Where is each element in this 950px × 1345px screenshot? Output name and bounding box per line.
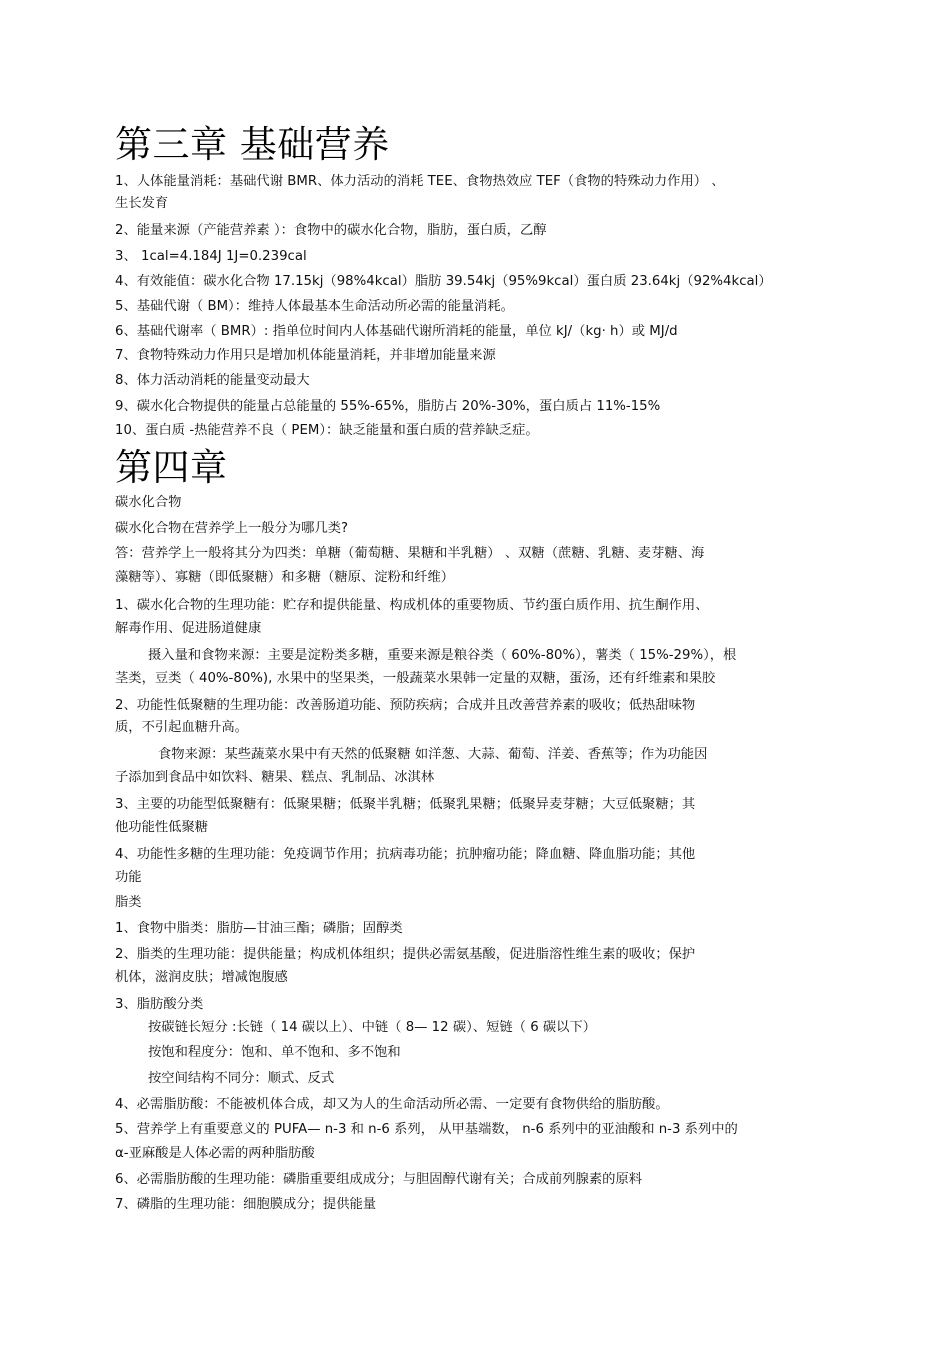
ch4-line-7: 摄入量和食物来源：主要是淀粉类多糖，重要来源是粮谷类（ 60%-80%），薯类（ 15%-29%），根 <box>148 648 737 663</box>
ch4-line-25: 4、必需脂肪酸：不能被机体合成，却又为人的生命活动所必需、一定要有食物供给的脂肪酸。 <box>115 1097 669 1112</box>
ch3-line-6: 5、基础代谢（ BM）：维持人体最基本生命活动所必需的能量消耗。 <box>115 299 514 314</box>
ch4-line-3: 答：营养学上一般将其分为四类：单糖（葡萄糖、果糖和半乳糖） 、双糖（蔗糖、乳糖、麦芽糖、海 <box>115 546 705 561</box>
ch4-line-14: 他功能性低聚糖 <box>115 820 209 835</box>
ch4-line-17: 脂类 <box>115 895 142 910</box>
chapter3-title: 第三章 基础营养 <box>115 123 390 166</box>
ch4-line-6: 解毒作用、促进肠道健康 <box>115 621 262 636</box>
ch4-line-16: 功能 <box>115 870 142 885</box>
ch4-line-20: 机体，滋润皮肤；增减饱腹感 <box>115 970 288 985</box>
ch4-line-28: 6、必需脂肪酸的生理功能：磷脂重要组成成分；与胆固醇代谢有关；合成前列腺素的原料 <box>115 1172 643 1187</box>
ch4-line-26: 5、营养学上有重要意义的 PUFA— n-3 和 n-6 系列， 从甲基端数， n-6 系列中的亚油酸和 n-3 系列中的 <box>115 1122 738 1137</box>
ch4-line-8: 茎类，豆类（ 40%-80%), 水果中的坚果类，一般蔬菜水果韩一定量的双糖，蛋汤，还有纤维素和果胶 <box>115 671 716 686</box>
ch4-line-12: 子添加到食品中如饮料、糖果、糕点、乳制品、冰淇林 <box>115 770 435 785</box>
ch3-line-8: 7、食物特殊动力作用只是增加机体能量消耗，并非增加能量来源 <box>115 348 496 363</box>
ch4-line-24: 按空间结构不同分：顺式、反式 <box>148 1071 335 1086</box>
ch4-line-10: 质，不引起血糖升高。 <box>115 720 248 735</box>
ch4-line-1: 碳水化合物 <box>115 495 182 510</box>
ch4-line-9: 2、功能性低聚糖的生理功能：改善肠道功能、预防疾病；合成并且改善营养素的吸收；低热甜味物 <box>115 698 696 713</box>
ch4-line-18: 1、食物中脂类：脂肪—甘油三酯；磷脂；固醇类 <box>115 921 403 936</box>
ch3-line-10: 9、碳水化合物提供的能量占总能量的 55%-65%，脂肪占 20%-30%，蛋白质占 11%-15% <box>115 399 661 414</box>
ch3-line-11: 10、蛋白质 -热能营养不良（ PEM）：缺乏能量和蛋白质的营养缺乏症。 <box>115 423 539 438</box>
ch4-line-27: α-亚麻酸是人体必需的两种脂肪酸 <box>115 1146 315 1161</box>
ch3-line-4: 3、 1cal=4.184J 1J=0.239cal <box>115 249 307 264</box>
ch4-line-15: 4、功能性多糖的生理功能：免疫调节作用；抗病毒功能；抗肿瘤功能；降血糖、降血脂功能；其他 <box>115 847 696 862</box>
ch3-line-5: 4、有效能值：碳水化合物 17.15kj（98%4kcal）脂肪 39.54kj（95%9kcal）蛋白质 23.64kj（92%4kcal） <box>115 274 772 289</box>
ch3-line-3: 2、能量来源（产能营养素 ）：食物中的碳水化合物，脂肪，蛋白质，乙醇 <box>115 223 547 238</box>
ch4-line-5: 1、碳水化合物的生理功能：贮存和提供能量、构成机体的重要物质、节约蛋白质作用、抗生酮作用、 <box>115 598 709 613</box>
ch3-line-9: 8、体力活动消耗的能量变动最大 <box>115 373 310 388</box>
ch4-line-13: 3、主要的功能型低聚糖有：低聚果糖；低聚半乳糖；低聚乳果糖；低聚异麦芽糖；大豆低聚糖；其 <box>115 797 696 812</box>
ch4-line-4: 藻糖等）、寡糖（即低聚糖）和多糖（糖原、淀粉和纤维） <box>115 570 455 585</box>
ch4-line-22: 按碳链长短分 :长链（ 14 碳以上）、中链（ 8— 12 碳）、短链（ 6 碳以下） <box>148 1020 597 1035</box>
ch4-line-19: 2、脂类的生理功能：提供能量；构成机体组织；提供必需氨基酸，促进脂溶性维生素的吸收；保护 <box>115 947 696 962</box>
ch4-line-11: 食物来源：某些蔬菜水果中有天然的低聚糖 如洋葱、大蒜、葡萄、洋姜、香蕉等；作为功能因 <box>158 747 708 762</box>
ch3-line-1: 1、人体能量消耗：基础代谢 BMR、体力活动的消耗 TEE、食物热效应 TEF（食物的特殊动力作用） 、 <box>115 174 725 189</box>
ch4-line-23: 按饱和程度分：饱和、单不饱和、多不饱和 <box>148 1045 401 1060</box>
ch4-line-21: 3、脂肪酸分类 <box>115 997 204 1012</box>
chapter4-title: 第四章 <box>115 446 228 489</box>
ch4-line-2: 碳水化合物在营养学上一般分为哪几类? <box>115 521 349 536</box>
ch3-line-2: 生长发育 <box>115 196 169 211</box>
ch4-line-29: 7、磷脂的生理功能：细胞膜成分；提供能量 <box>115 1197 377 1212</box>
ch3-line-7: 6、基础代谢率（ BMR）: 指单位时间内人体基础代谢所消耗的能量，单位 kJ/（kg· h）或 MJ/d <box>115 324 678 339</box>
